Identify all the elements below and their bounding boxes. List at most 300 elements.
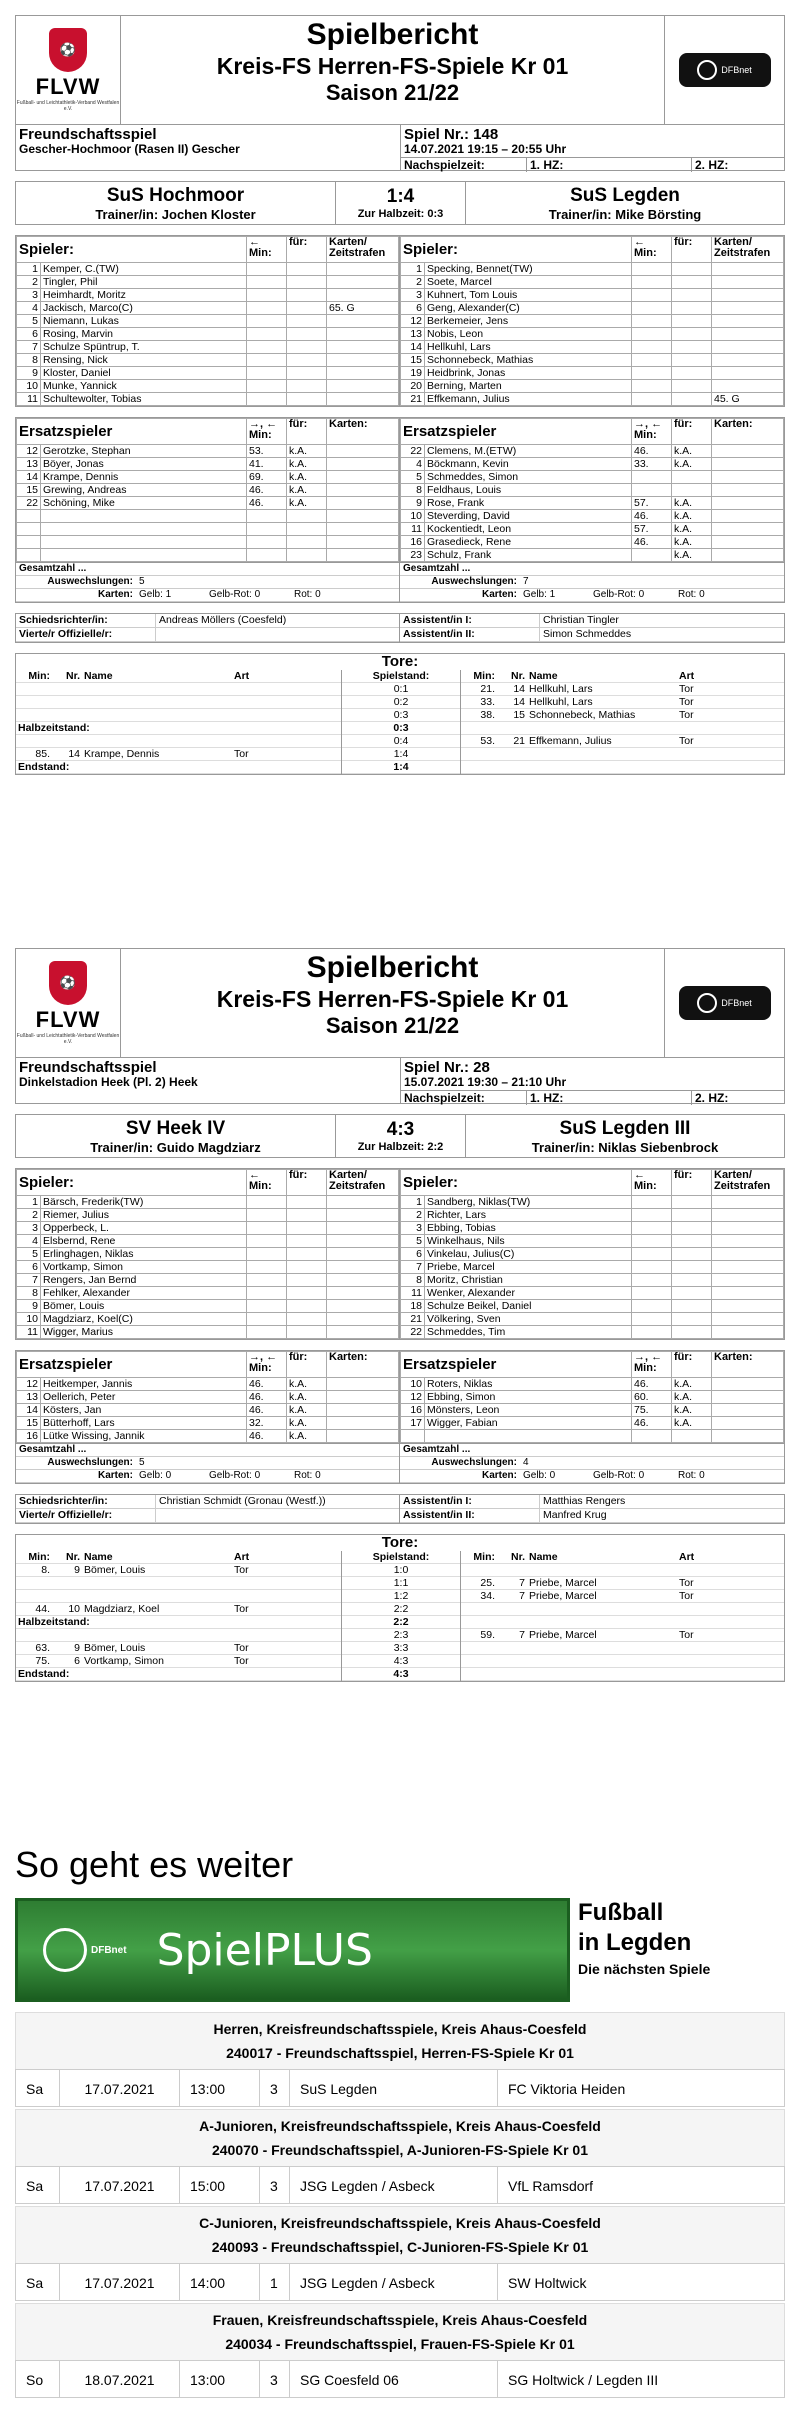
- goal-row: [16, 696, 341, 709]
- report-header: [15, 15, 785, 125]
- player-row: 2 Richter, Lars: [401, 1209, 784, 1222]
- flvw-subtext: Fußball- und Leichtathletik-Verband Westfalen e.V.: [16, 100, 120, 112]
- away-team: SuS Legden III: [559, 1117, 691, 1139]
- assistant1: Christian Tingler: [543, 614, 619, 626]
- score-cell: 0:3: [342, 722, 460, 735]
- player-row: 6 Geng, Alexander(C): [401, 302, 784, 315]
- section-heading: So geht es weiter: [15, 1844, 294, 1885]
- goal-row: 63. 9 Bömer, Louis Tor: [16, 1642, 341, 1655]
- player-row: 22 Schöning, Mike 46. k.A.: [17, 497, 399, 510]
- match-entry: [15, 2303, 785, 2398]
- score-cell: 1:2: [342, 1590, 460, 1603]
- spielplus-logo: SpielPLUS: [156, 1924, 373, 1976]
- player-row: 3 Kuhnert, Tom Louis: [401, 289, 784, 302]
- yellowred-count: Gelb-Rot: 0: [209, 589, 261, 600]
- season: Saison 21/22: [325, 80, 460, 105]
- score-cell: 4:3: [342, 1655, 460, 1668]
- min-header: ← Min:: [247, 1170, 287, 1196]
- player-row: 2 Tingler, Phil: [17, 276, 399, 289]
- promo-title-line2: in Legden: [578, 1929, 692, 1956]
- promo-title: [570, 1898, 710, 2010]
- assistant2-label: Assistent/in II:: [400, 1509, 540, 1522]
- player-row: 12 Heitkemper, Jannis 46. k.A.: [17, 1378, 399, 1391]
- score-cell: 1:4: [342, 761, 460, 774]
- goal-row: [461, 748, 784, 761]
- player-row: 6 Rosing, Marvin: [17, 328, 399, 341]
- home-team: SuS Hochmoor: [106, 184, 245, 206]
- yellowred-count: Gelb-Rot: 0: [593, 589, 645, 600]
- match-guest: FC Viktoria Heiden: [508, 2081, 626, 2097]
- player-row: 5 Niemann, Lukas: [17, 315, 399, 328]
- min-header: →, ← Min:: [632, 1352, 672, 1378]
- scoreline: [15, 1114, 785, 1158]
- hz1-label: 1. HZ:: [526, 158, 691, 172]
- halftime-score: Zur Halbzeit: 2:2: [357, 1141, 444, 1153]
- match-day: Sa: [16, 2070, 60, 2106]
- min-header: ← Min:: [247, 237, 287, 263]
- match-pitch: 3: [260, 2361, 290, 2397]
- dfb-eagle-icon: [697, 60, 717, 80]
- goal-row: [461, 1668, 784, 1681]
- goal-row: [461, 761, 784, 774]
- goal-row: Halbzeitstand:: [16, 722, 341, 735]
- hz2-label: 2. HZ:: [691, 1091, 731, 1105]
- player-row: 8 Rensing, Nick: [17, 354, 399, 367]
- match-competition: Herren, Kreisfreundschaftsspiele, Kreis Ahaus-Coesfeld: [213, 2021, 587, 2037]
- promo-title-line1: Fußball: [578, 1899, 664, 1926]
- goal-row: 34. 7 Priebe, Marcel Tor: [461, 1590, 784, 1603]
- player-row: 11 Wigger, Marius: [17, 1326, 399, 1339]
- player-row: 14 Krampe, Dennis 69. k.A.: [17, 471, 399, 484]
- player-row: 15 Schonnebeck, Mathias: [401, 354, 784, 367]
- scoreline: [15, 181, 785, 225]
- assistant1-label: Assistent/in I:: [400, 1495, 540, 1508]
- match-report-1: [15, 15, 785, 775]
- goal-row: 33. 14 Hellkuhl, Lars Tor: [461, 696, 784, 709]
- fourth-official-label: Vierte/r Offizielle/r:: [16, 628, 156, 641]
- match-row[interactable]: [15, 2263, 785, 2301]
- match-day: Sa: [16, 2264, 60, 2300]
- fuer-header: für:: [287, 419, 327, 445]
- list-header: Ersatzspieler: [17, 419, 247, 445]
- away-players-table: [400, 1169, 784, 1339]
- score-cell: 0:1: [342, 683, 460, 696]
- match-number: Spiel Nr.: 28: [404, 1059, 490, 1076]
- yellowred-count: Gelb-Rot: 0: [593, 1470, 645, 1481]
- player-row: 7 Rengers, Jan Bernd: [17, 1274, 399, 1287]
- red-count: Rot: 0: [294, 589, 321, 600]
- match-info: [15, 125, 785, 171]
- player-row: 7 Schulze Spüntrup, T.: [17, 341, 399, 354]
- goal-row: 8. 9 Bömer, Louis Tor: [16, 1564, 341, 1577]
- player-row: 8 Moritz, Christian: [401, 1274, 784, 1287]
- player-row: 13 Böyer, Jonas 41. k.A.: [17, 458, 399, 471]
- goal-row: [16, 1577, 341, 1590]
- match-home: SuS Legden: [290, 2070, 498, 2106]
- match-row[interactable]: [15, 2069, 785, 2107]
- home-subs-table: [16, 418, 399, 562]
- match-competition: Frauen, Kreisfreundschaftsspiele, Kreis Ahaus-Coesfeld: [212, 2312, 588, 2328]
- goals-table: Tore: Min: Nr. Name Art 8. 9 Bömer, Louis Tor 44. 10 Magdziarz, Koel Tor Halbzeitstand: 63. 9 Bömer, Louis Tor 75. 6 Vortkamp, Simon Tor Endstand: Spielstand: 1:0 1:1 1:2 2:2 2:2 2:3 3:3 4:3 4:3 Min: Nr. Name Art 25. 7 Priebe, Marcel Tor 34. 7 Priebe, Marcel Tor 59. 7 Priebe, Marcel Tor: [15, 1534, 785, 1682]
- min-header: →, ← Min:: [632, 419, 672, 445]
- match-competition: A-Junioren, Kreisfreundschaftsspiele, Kreis Ahaus-Coesfeld: [199, 2118, 601, 2134]
- report-title: Spielbericht: [306, 18, 479, 51]
- min-header: →, ← Min:: [247, 1352, 287, 1378]
- goals-title: Tore:: [381, 1534, 419, 1551]
- flvw-shield-icon: ⚽: [49, 28, 87, 72]
- cards-header: Karten:: [327, 1352, 399, 1378]
- match-row[interactable]: [15, 2166, 785, 2204]
- referee-label: Schiedsrichter/in:: [16, 1495, 156, 1508]
- player-row: 22 Schmeddes, Tim: [401, 1326, 784, 1339]
- flvw-text: FLVW: [35, 74, 101, 99]
- player-row: 15 Grewing, Andreas 46. k.A.: [17, 484, 399, 497]
- officials: [15, 1494, 785, 1524]
- player-row: 5 Erlinghagen, Niklas: [17, 1248, 399, 1261]
- grass-banner: [15, 1898, 570, 2002]
- referee-label: Schiedsrichter/in:: [16, 614, 156, 627]
- list-header: Spieler:: [401, 237, 632, 263]
- player-row: 21 Völkering, Sven: [401, 1313, 784, 1326]
- venue: Gescher-Hochmoor (Rasen II) Gescher: [19, 142, 240, 156]
- player-row: 16 Lütke Wissing, Jannik 46. k.A.: [17, 1430, 399, 1443]
- match-competition: C-Junioren, Kreisfreundschaftsspiele, Kreis Ahaus-Coesfeld: [199, 2215, 601, 2231]
- goal-row: [461, 722, 784, 735]
- goal-row: [16, 1629, 341, 1642]
- dfb-logo-icon: [43, 1928, 87, 1972]
- player-row: 11 Kockentiedt, Leon 57. k.A.: [401, 523, 784, 536]
- match-date: 18.07.2021: [60, 2361, 180, 2397]
- assistant1: Matthias Rengers: [543, 1495, 626, 1507]
- match-league: 240034 - Freundschaftsspiel, Frauen-FS-Spiele Kr 01: [225, 2336, 575, 2352]
- player-row: [401, 1430, 784, 1443]
- match-league: 240093 - Freundschaftsspiel, C-Junioren-FS-Spiele Kr 01: [211, 2239, 589, 2255]
- player-row: 5 Schmeddes, Simon: [401, 471, 784, 484]
- yellow-count: Gelb: 0: [523, 1470, 556, 1481]
- cards-label: Karten:: [481, 1470, 517, 1481]
- goal-row: 25. 7 Priebe, Marcel Tor: [461, 1577, 784, 1590]
- match-entry: [15, 2109, 785, 2204]
- min-header: ← Min:: [632, 1170, 672, 1196]
- match-guest: SG Holtwick / Legden III: [508, 2372, 659, 2388]
- player-row: 23 Schulz, Frank k.A.: [401, 549, 784, 562]
- assistant2: Manfred Krug: [543, 1509, 607, 1521]
- home-trainer: Trainer/in: Guido Magdziarz: [90, 1139, 261, 1155]
- match-datetime: 14.07.2021 19:15 – 20:55 Uhr: [404, 142, 567, 156]
- report-title: Spielbericht: [306, 951, 479, 984]
- player-row: 1 Kemper, C.(TW): [17, 263, 399, 276]
- substitutes: [15, 417, 785, 563]
- score-cell: 3:3: [342, 1642, 460, 1655]
- goal-row: [461, 1655, 784, 1668]
- goal-row: 85. 14 Krampe, Dennis Tor: [16, 748, 341, 761]
- flvw-subtext: Fußball- und Leichtathletik-Verband Westfalen e.V.: [16, 1033, 120, 1045]
- list-header: Spieler:: [17, 237, 247, 263]
- goals-title: Tore:: [381, 653, 419, 670]
- match-home: SG Coesfeld 06: [290, 2361, 498, 2397]
- match-time: 13:00: [180, 2070, 260, 2106]
- goal-row: 75. 6 Vortkamp, Simon Tor: [16, 1655, 341, 1668]
- subs-label: Auswechslungen:: [47, 1457, 133, 1468]
- player-row: 2 Riemer, Julius: [17, 1209, 399, 1222]
- totals-label: Gesamtzahl ...: [19, 563, 87, 574]
- player-row: 22 Clemens, M.(ETW) 46. k.A.: [401, 445, 784, 458]
- starting-lineups: [15, 235, 785, 407]
- player-row: 14 Kösters, Jan 46. k.A.: [17, 1404, 399, 1417]
- list-header: Ersatzspieler: [17, 1352, 247, 1378]
- match-pitch: 1: [260, 2264, 290, 2300]
- report-header: [15, 948, 785, 1058]
- match-entry: [15, 2206, 785, 2301]
- fuer-header: für:: [672, 1352, 712, 1378]
- player-row: 10 Munke, Yannick: [17, 380, 399, 393]
- score-cell: 1:0: [342, 1564, 460, 1577]
- goal-row: [16, 735, 341, 748]
- away-trainer: Trainer/in: Mike Börsting: [548, 206, 702, 222]
- dfb-eagle-icon: [697, 993, 717, 1013]
- match-type: Freundschaftsspiel: [19, 1059, 157, 1076]
- match-time: 13:00: [180, 2361, 260, 2397]
- match-info: [15, 1058, 785, 1104]
- player-row: 9 Kloster, Daniel: [17, 367, 399, 380]
- player-row: 1 Specking, Bennet(TW): [401, 263, 784, 276]
- match-report-2: [15, 948, 785, 1682]
- goal-row: [461, 1642, 784, 1655]
- player-row: 6 Vortkamp, Simon: [17, 1261, 399, 1274]
- subs-label: Auswechslungen:: [431, 576, 517, 587]
- cards-header: Karten/ Zeitstrafen: [712, 1170, 784, 1196]
- fuer-header: für:: [672, 1170, 712, 1196]
- cards-header: Karten/ Zeitstrafen: [712, 237, 784, 263]
- goal-row: Endstand:: [16, 761, 341, 774]
- totals-label: Gesamtzahl ...: [403, 1444, 471, 1455]
- player-row: [17, 536, 399, 549]
- cards-header: Karten/ Zeitstrafen: [327, 1170, 399, 1196]
- score-cell: 0:3: [342, 709, 460, 722]
- totals-label: Gesamtzahl ...: [19, 1444, 87, 1455]
- totals: [15, 563, 785, 603]
- cards-header: Karten/ Zeitstrafen: [327, 237, 399, 263]
- halftime-score: Zur Halbzeit: 0:3: [357, 208, 444, 220]
- promo-subtitle: Die nächsten Spiele: [578, 1961, 711, 1977]
- score-cell: 2:2: [342, 1616, 460, 1629]
- player-row: 16 Grasedieck, Rene 46. k.A.: [401, 536, 784, 549]
- player-row: 18 Schulze Beikel, Daniel: [401, 1300, 784, 1313]
- player-row: 2 Soete, Marcel: [401, 276, 784, 289]
- match-league: 240017 - Freundschaftsspiel, Herren-FS-Spiele Kr 01: [226, 2045, 574, 2061]
- dfbnet-text: DFBnet: [721, 998, 752, 1008]
- player-row: 4 Böckmann, Kevin 33. k.A.: [401, 458, 784, 471]
- match-home: JSG Legden / Asbeck: [290, 2167, 498, 2203]
- cards-label: Karten:: [97, 589, 133, 600]
- goal-row: [461, 1564, 784, 1577]
- fourth-official-label: Vierte/r Offizielle/r:: [16, 1509, 156, 1522]
- totals-label: Gesamtzahl ...: [403, 563, 471, 574]
- cards-label: Karten:: [481, 589, 517, 600]
- player-row: 7 Priebe, Marcel: [401, 1261, 784, 1274]
- match-list: [15, 2012, 785, 2398]
- score-cell: 4:3: [342, 1668, 460, 1681]
- assistant2: Simon Schmeddes: [543, 628, 632, 640]
- venue: Dinkelstadion Heek (Pl. 2) Heek: [19, 1075, 198, 1089]
- flvw-shield-icon: ⚽: [49, 961, 87, 1005]
- match-date: 17.07.2021: [60, 2070, 180, 2106]
- away-subs-table: [400, 1351, 784, 1443]
- player-row: 3 Ebbing, Tobias: [401, 1222, 784, 1235]
- player-row: 12 Gerotzke, Stephan 53. k.A.: [17, 445, 399, 458]
- player-row: 15 Bütterhoff, Lars 32. k.A.: [17, 1417, 399, 1430]
- goal-row: [16, 683, 341, 696]
- subs-count: 7: [523, 576, 529, 587]
- substitutes: [15, 1350, 785, 1444]
- goal-row: 59. 7 Priebe, Marcel Tor: [461, 1629, 784, 1642]
- match-league: 240070 - Freundschaftsspiel, A-Junioren-FS-Spiele Kr 01: [211, 2142, 589, 2158]
- officials: [15, 613, 785, 643]
- spielplus-banner: [15, 1898, 785, 2010]
- player-row: 4 Elsbernd, Rene: [17, 1235, 399, 1248]
- subs-count: 5: [139, 1457, 145, 1468]
- match-datetime: 15.07.2021 19:30 – 21:10 Uhr: [404, 1075, 567, 1089]
- home-subs-table: [16, 1351, 399, 1443]
- score-cell: 1:4: [342, 748, 460, 761]
- score-cell: 0:2: [342, 696, 460, 709]
- assistant1-label: Assistent/in I:: [400, 614, 540, 627]
- subs-label: Auswechslungen:: [431, 1457, 517, 1468]
- player-row: [17, 523, 399, 536]
- match-time: 14:00: [180, 2264, 260, 2300]
- player-row: 13 Oellerich, Peter 46. k.A.: [17, 1391, 399, 1404]
- flvw-logo: [16, 949, 121, 1057]
- league-title: Kreis-FS Herren-FS-Spiele Kr 01: [216, 53, 569, 79]
- player-row: 4 Jackisch, Marco(C) 65. G: [17, 302, 399, 315]
- goal-row: [16, 1590, 341, 1603]
- player-row: [17, 510, 399, 523]
- home-trainer: Trainer/in: Jochen Kloster: [95, 206, 256, 222]
- subs-count: 5: [139, 576, 145, 587]
- yellow-count: Gelb: 0: [139, 1470, 172, 1481]
- player-row: 19 Heidbrink, Jonas: [401, 367, 784, 380]
- player-row: 11 Wenker, Alexander: [401, 1287, 784, 1300]
- list-header: Spieler:: [17, 1170, 247, 1196]
- player-row: 5 Winkelhaus, Nils: [401, 1235, 784, 1248]
- yellow-count: Gelb: 1: [523, 589, 556, 600]
- fuer-header: für:: [287, 237, 327, 263]
- player-row: 20 Berning, Marten: [401, 380, 784, 393]
- fuer-header: für:: [672, 237, 712, 263]
- season: Saison 21/22: [325, 1013, 460, 1038]
- list-header: Spieler:: [401, 1170, 632, 1196]
- goal-row: [461, 1616, 784, 1629]
- match-date: 17.07.2021: [60, 2167, 180, 2203]
- player-row: 17 Wigger, Fabian 46. k.A.: [401, 1417, 784, 1430]
- match-date: 17.07.2021: [60, 2264, 180, 2300]
- red-count: Rot: 0: [294, 1470, 321, 1481]
- player-row: 13 Nobis, Leon: [401, 328, 784, 341]
- away-subs-table: [400, 418, 784, 562]
- goals-table: Tore: Min: Nr. Name Art Halbzeitstand: 85. 14 Krampe, Dennis Tor Endstand: Spielstand: 0:1 0:2 0:3 0:3 0:4 1:4 1:4 Min: Nr. Name Art 21. 14 Hellkuhl, Lars Tor 33. 14 Hellkuhl, Lars Tor 38. 15 Schonnebeck, Mathias Tor 53. 21 Effkemann, Julius Tor: [15, 653, 785, 775]
- away-team: SuS Legden: [570, 184, 680, 206]
- player-row: 9 Rose, Frank 57. k.A.: [401, 497, 784, 510]
- fourth-official: [156, 628, 162, 641]
- score-cell: 2:3: [342, 1629, 460, 1642]
- player-row: 14 Hellkuhl, Lars: [401, 341, 784, 354]
- league-title: Kreis-FS Herren-FS-Spiele Kr 01: [216, 986, 569, 1012]
- list-header: Ersatzspieler: [401, 419, 632, 445]
- red-count: Rot: 0: [678, 589, 705, 600]
- red-count: Rot: 0: [678, 1470, 705, 1481]
- match-time: 15:00: [180, 2167, 260, 2203]
- player-row: 21 Effkemann, Julius 45. G: [401, 393, 784, 406]
- player-row: 1 Bärsch, Frederik(TW): [17, 1196, 399, 1209]
- goal-row: Endstand:: [16, 1668, 341, 1681]
- fourth-official: [156, 1509, 162, 1522]
- flvw-text: FLVW: [35, 1007, 101, 1032]
- cards-header: Karten:: [712, 1352, 784, 1378]
- nachspielzeit-label: Nachspielzeit:: [404, 1091, 485, 1105]
- starting-lineups: [15, 1168, 785, 1340]
- score-cell: 1:1: [342, 1577, 460, 1590]
- player-row: 3 Opperbeck, L.: [17, 1222, 399, 1235]
- cards-header: Karten:: [712, 419, 784, 445]
- goal-row: Halbzeitstand:: [16, 1616, 341, 1629]
- score-cell: 0:4: [342, 735, 460, 748]
- nachspielzeit-label: Nachspielzeit:: [404, 158, 485, 172]
- player-row: 10 Roters, Niklas 46. k.A.: [401, 1378, 784, 1391]
- fuer-header: für:: [287, 1352, 327, 1378]
- match-day: So: [16, 2361, 60, 2397]
- subs-count: 4: [523, 1457, 529, 1468]
- away-players-table: [400, 236, 784, 406]
- final-score: 4:3: [386, 1119, 415, 1140]
- score-cell: 2:2: [342, 1603, 460, 1616]
- hz2-label: 2. HZ:: [691, 158, 731, 172]
- min-header: →, ← Min:: [247, 419, 287, 445]
- match-pitch: 3: [260, 2070, 290, 2106]
- player-row: 11 Schultewolter, Tobias: [17, 393, 399, 406]
- player-row: 8 Feldhaus, Louis: [401, 484, 784, 497]
- goal-row: 44. 10 Magdziarz, Koel Tor: [16, 1603, 341, 1616]
- final-score: 1:4: [386, 186, 415, 207]
- home-team: SV Heek IV: [125, 1117, 226, 1139]
- player-row: 10 Steverding, David 46. k.A.: [401, 510, 784, 523]
- dfbnet-logo: [664, 16, 784, 124]
- match-row[interactable]: [15, 2360, 785, 2398]
- goal-row: [461, 1603, 784, 1616]
- player-row: 3 Heimhardt, Moritz: [17, 289, 399, 302]
- dfbnet-logo: [664, 949, 784, 1057]
- home-players-table: [16, 236, 399, 406]
- match-home: JSG Legden / Asbeck: [290, 2264, 498, 2300]
- assistant2-label: Assistent/in II:: [400, 628, 540, 641]
- subs-label: Auswechslungen:: [47, 576, 133, 587]
- dfbnet-label: DFBnet: [91, 1944, 127, 1956]
- match-type: Freundschaftsspiel: [19, 126, 157, 143]
- match-guest: SW Holtwick: [508, 2275, 587, 2291]
- upcoming-matches: [15, 1898, 785, 2398]
- player-row: 6 Vinkelau, Julius(C): [401, 1248, 784, 1261]
- list-header: Ersatzspieler: [401, 1352, 632, 1378]
- dfbnet-text: DFBnet: [721, 65, 752, 75]
- away-trainer: Trainer/in: Niklas Siebenbrock: [531, 1139, 719, 1155]
- totals: [15, 1444, 785, 1484]
- match-entry: [15, 2012, 785, 2107]
- player-row: 8 Fehlker, Alexander: [17, 1287, 399, 1300]
- yellow-count: Gelb: 1: [139, 589, 172, 600]
- fuer-header: für:: [672, 419, 712, 445]
- player-row: 10 Magdziarz, Koel(C): [17, 1313, 399, 1326]
- flvw-logo: [16, 16, 121, 124]
- player-row: 9 Bömer, Louis: [17, 1300, 399, 1313]
